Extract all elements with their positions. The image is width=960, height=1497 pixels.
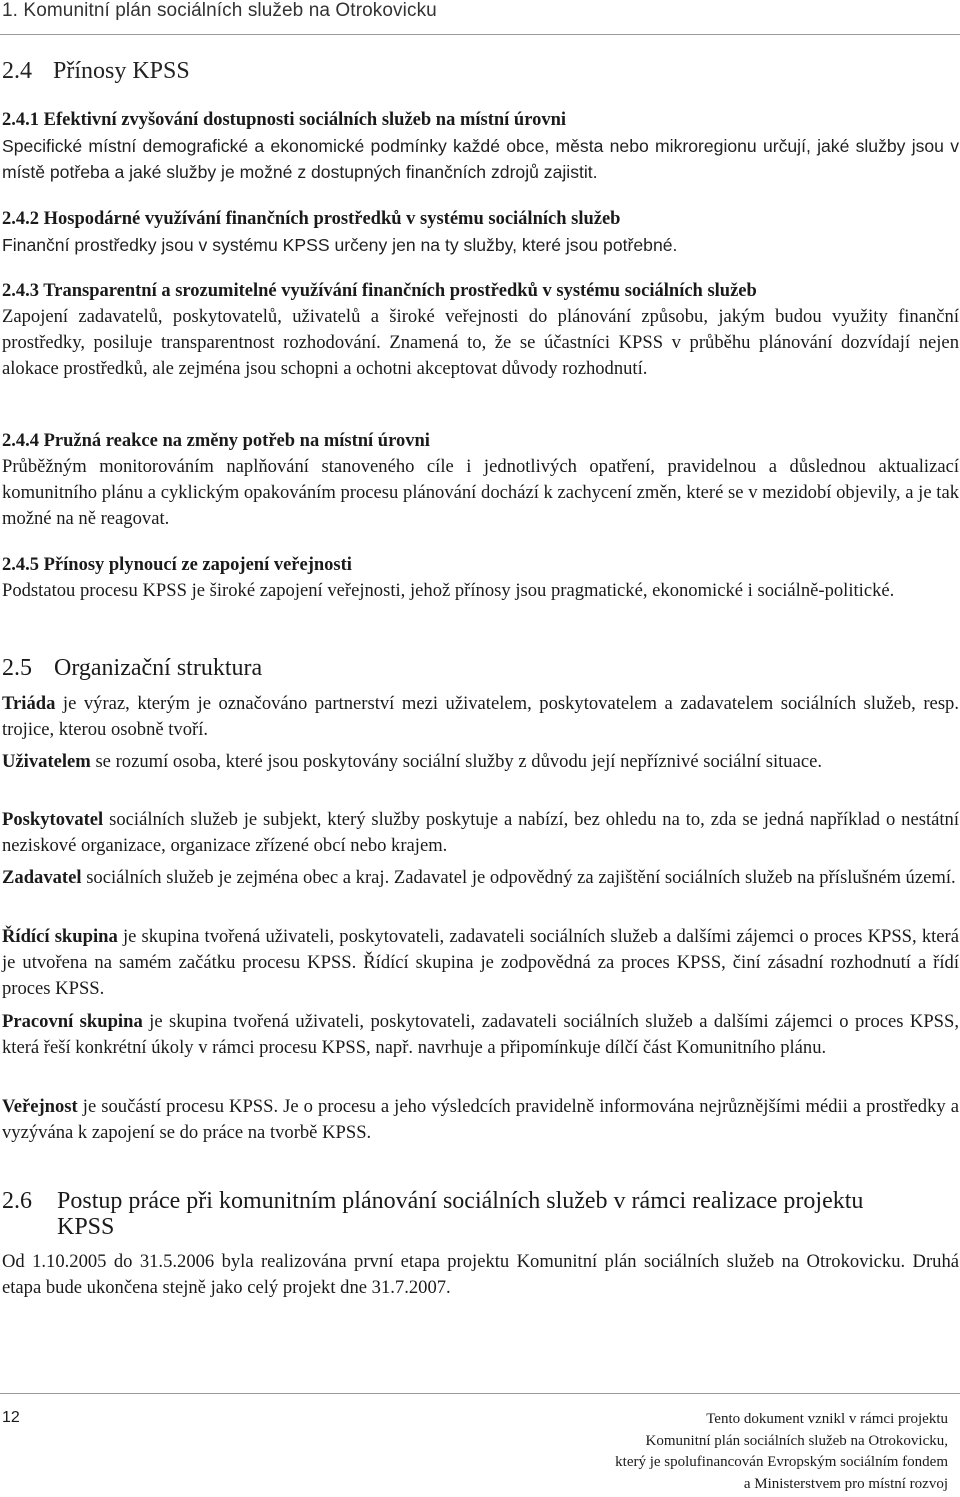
subsection-2-4-3	[2, 278, 959, 382]
definition-text: sociálních služeb je zejména obec a kraj. Zadavatel je odpovědný za zajištění sociálních služeb na příslušném území.	[81, 867, 956, 888]
subsection-heading: 2.4.1 Efektivní zvyšování dostupnosti sociálních služeb na místní úrovni	[2, 110, 567, 130]
section-title: Postup práce při komunitním plánování sociálních služeb v rámci realizace projektu KPSS	[57, 1188, 864, 1240]
subsection-heading: 2.4.5 Přínosy plynoucí ze zapojení veřejnosti	[2, 555, 352, 575]
definition-term: Veřejnost	[2, 1096, 78, 1117]
funding-note-line: který je spolufinancován Evropským sociálním fondem	[615, 1454, 948, 1470]
section-2-5-heading	[2, 655, 262, 682]
subsection-heading: 2.4.2 Hospodárné využívání finančních prostředků v systému sociálních služeb	[2, 209, 621, 229]
definition-pracovni-skupina	[2, 1009, 959, 1061]
definition-term: Poskytovatel	[2, 809, 104, 830]
paragraph: Specifické místní demografické a ekonomické podmínky každé obce, města nebo mikroregionu určují, jaké služby jsou v místě potřeba a jaké služby je možné z dostupných finančních zdrojů zajistit.	[2, 136, 959, 182]
definition-text: se rozumí osoba, které jsou poskytovány sociální služby z důvodu její nepříznivé sociální situace.	[90, 751, 822, 772]
definition-uzivatel	[2, 749, 959, 775]
subsection-2-4-4	[2, 428, 959, 532]
definition-zadavatel	[2, 865, 959, 891]
paragraph: Finanční prostředky jsou v systému KPSS určeny jen na ty služby, které jsou potřebné.	[2, 235, 678, 255]
definition-ridici-skupina	[2, 924, 959, 1002]
footer-divider	[0, 1393, 960, 1394]
section-2-6-paragraph: Od 1.10.2005 do 31.5.2006 byla realizována první etapa projektu Komunitní plán sociálních služeb na Otrokovicku. Druhá etapa bude ukončena stejně jako celý projekt dne 31.7.2007.	[2, 1251, 959, 1298]
section-title: Přínosy KPSS	[53, 58, 190, 84]
definition-text: je skupina tvořená uživateli, poskytovateli, zadavateli sociálních služeb a dalšími zájemci o proces KPSS, která je utvořena na samém začátku procesu KPSS. Řídící skupina je zodpovědná za proces KPSS, činí zásadní rozhodnutí a řídí proces KPSS.	[2, 926, 960, 999]
subsection-2-4-2	[2, 206, 959, 258]
funding-note-line: Tento dokument vznikl v rámci projektu	[706, 1411, 948, 1427]
definition-term: Řídící skupina	[2, 926, 118, 947]
definition-text: je skupina tvořená uživateli, poskytovateli, zadavateli sociálních služeb a dalšími zájemci o proces KPSS, která řeší konkrétní úkoly v rámci procesu KPSS, např. navrhuje a připomínkuje dílčí část Komunitního plánu.	[2, 1011, 959, 1058]
definition-term: Triáda	[2, 693, 56, 714]
funding-note-line: a Ministerstvem pro místní rozvoj	[743, 1475, 948, 1492]
definition-text: sociálních služeb je subjekt, který služby poskytuje a nabízí, bez ohledu na to, zda se jedná například o nestátní neziskové organizace, organizace zřízené obcí nebo krajem.	[2, 809, 959, 856]
definition-text: je součástí procesu KPSS. Je o procesu a jeho výsledcích pravidelně informována nejrůznějšími médii a prostředky a vyzývána k zapojení se do práce na tvorbě KPSS.	[2, 1096, 959, 1143]
definition-term: Pracovní skupina	[2, 1011, 143, 1032]
section-number: 2.6	[2, 1188, 32, 1214]
subsection-heading: 2.4.4 Pružná reakce na změny potřeb na místní úrovni	[2, 431, 430, 451]
funding-note	[615, 1409, 948, 1495]
paragraph: Průběžným monitorováním naplňování stanoveného cíle i jednotlivých opatření, pravidelnou a důslednou aktualizací komunitního plánu a cyklickým opakováním procesu plánování dochází k zachycení změn, které se v mezidobí objevily, a je tak možné na ně reagovat.	[2, 456, 959, 529]
definition-term: Uživatelem	[2, 751, 91, 772]
paragraph: Podstatou procesu KPSS je široké zapojení veřejnosti, jehož přínosy jsou pragmatické, ekonomické i sociálně-politické.	[2, 580, 895, 601]
paragraph: Zapojení zadavatelů, poskytovatelů, uživatelů a široké veřejnosti do plánování způsobu, jakým budou využity finanční prostředky, posiluje transparentnost rozhodování. Znamená to, že se účastníci KPSS v průběhu plánování dozvídají nejen alokace prostředků, ale zejména jsou schopni a ochotni akceptovat důvody rozhodnutí.	[2, 306, 959, 379]
definition-term: Zadavatel	[2, 867, 82, 888]
section-title: Organizační struktura	[54, 655, 263, 681]
subsection-heading: 2.4.3 Transparentní a srozumitelné využívání finančních prostředků v systému sociálních služeb	[2, 281, 757, 301]
funding-note-line: Komunitní plán sociálních služeb na Otrokovicku,	[645, 1432, 948, 1449]
page-number: 12	[2, 1409, 20, 1426]
section-number: 2.5	[2, 655, 32, 681]
header-divider	[0, 34, 960, 35]
subsection-2-4-1	[2, 107, 959, 185]
section-2-6-heading	[2, 1188, 922, 1240]
section-number: 2.4	[2, 58, 32, 84]
subsection-2-4-5	[2, 552, 959, 604]
definition-triada	[2, 691, 959, 743]
definition-verejnost	[2, 1094, 959, 1146]
definition-text: je výraz, kterým je označováno partnerství mezi uživatelem, poskytovatelem a zadavatelem sociálních služeb, resp. trojice, kterou osobně tvoří.	[2, 693, 959, 740]
section-2-4-heading	[2, 58, 190, 85]
running-header: 1. Komunitní plán sociálních služeb na Otrokovicku	[2, 0, 437, 21]
definition-poskytovatel	[2, 807, 959, 859]
